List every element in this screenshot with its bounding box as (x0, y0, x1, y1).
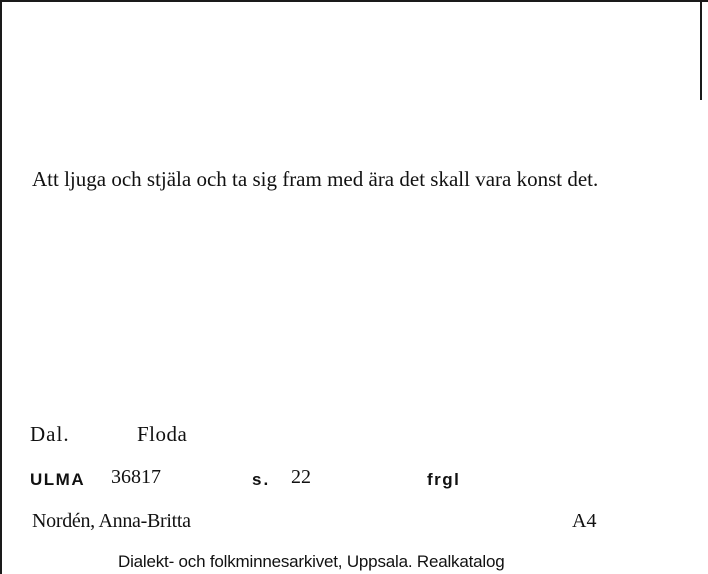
page-number: 22 (291, 466, 311, 488)
card-left-border (0, 0, 2, 574)
format-code: A4 (572, 510, 597, 532)
card-right-border (700, 0, 702, 100)
place-label: Floda (137, 422, 188, 446)
collector-name: Nordén, Anna-Britta (32, 510, 191, 532)
proverb-text: Att ljuga och stjäla och ta sig fram med ära det skall vara konst det. (32, 167, 599, 191)
archive-footer: Dialekt- och folkminnesarkivet, Uppsala. Realkatalog (118, 552, 505, 571)
card-top-border (0, 0, 708, 2)
archive-label: ULMA (30, 470, 86, 489)
category-code: frgl (427, 470, 461, 489)
archive-number: 36817 (111, 466, 161, 488)
page-label: s. (252, 470, 271, 489)
region-label: Dal. (30, 422, 70, 446)
